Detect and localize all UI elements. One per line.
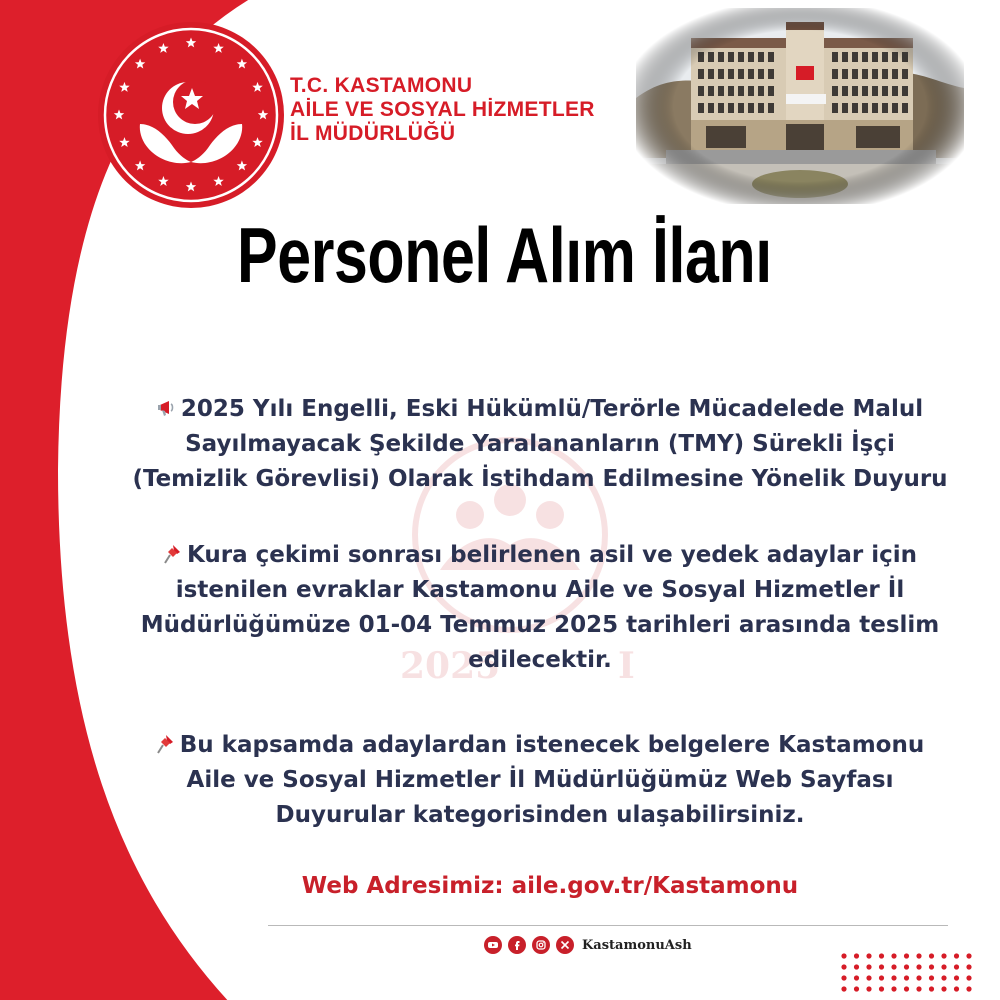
- ministry-logo: [96, 20, 286, 210]
- pushpin-icon: [163, 543, 185, 565]
- decorative-dot: [841, 986, 846, 991]
- decorative-dot: [879, 964, 884, 969]
- decorative-dot: [879, 953, 884, 958]
- watermark-year: 2025: [400, 645, 501, 687]
- decorative-dot: [916, 975, 921, 980]
- decorative-dot: [891, 953, 896, 958]
- decorative-dot: [879, 975, 884, 980]
- org-line-1: T.C. KASTAMONU: [290, 74, 473, 97]
- megaphone-icon: [157, 397, 179, 419]
- org-line-2: AİLE VE SOSYAL HİZMETLER: [290, 98, 595, 121]
- decorative-dot: [854, 953, 859, 958]
- decorative-dot: [929, 964, 934, 969]
- decorative-dot: [904, 964, 909, 969]
- decorative-dot: [841, 964, 846, 969]
- decorative-dot: [904, 986, 909, 991]
- decorative-dot: [854, 975, 859, 980]
- decorative-dot: [854, 986, 859, 991]
- decorative-dot: [916, 964, 921, 969]
- para3-line-3: Duyurular kategorisinden ulaşabilirsiniz.: [275, 802, 805, 828]
- decorative-dot: [841, 975, 846, 980]
- decorative-dot: [891, 975, 896, 980]
- decorative-dot: [866, 953, 871, 958]
- decorative-dot: [866, 964, 871, 969]
- divider: [268, 925, 948, 926]
- decorative-dot: [854, 964, 859, 969]
- social-links: [484, 934, 692, 956]
- para2-line-4: edilecektir.: [468, 647, 612, 673]
- decorative-dot: [916, 986, 921, 991]
- organization-name: [290, 74, 595, 146]
- decorative-dot: [966, 953, 971, 958]
- decorative-dot: [929, 953, 934, 958]
- decorative-dot: [954, 953, 959, 958]
- decorative-dot: [891, 964, 896, 969]
- decorative-dot: [966, 986, 971, 991]
- decorative-dot: [954, 964, 959, 969]
- org-line-3: İL MÜDÜRLÜĞÜ: [290, 122, 456, 145]
- announcement-title: [100, 392, 980, 497]
- decorative-dots: [838, 950, 978, 996]
- pushpin-icon: [156, 733, 178, 755]
- decorative-dot: [954, 975, 959, 980]
- decorative-dot: [929, 975, 934, 980]
- decorative-dot: [929, 986, 934, 991]
- document-submission-notice: [100, 538, 980, 678]
- para2-line-1: Kura çekimi sonrası belirlenen asil ve yedek adaylar için: [186, 542, 918, 568]
- decorative-dot: [841, 953, 846, 958]
- facebook-icon[interactable]: [508, 936, 526, 954]
- decorative-dot: [966, 964, 971, 969]
- para1-line-1: 2025 Yılı Engelli, Eski Hükümlü/Terörle Mücadelede Malul: [180, 396, 924, 422]
- decorative-dot: [941, 964, 946, 969]
- para1-line-2: Sayılmayacak Şekilde Yaralananların (TMY) Sürekli İşçi: [185, 431, 895, 457]
- para2-line-3: Müdürlüğümüze 01-04 Temmuz 2025 tarihleri arasında teslim: [140, 612, 940, 638]
- social-handle[interactable]: KastamonuAsh: [582, 937, 692, 953]
- decorative-dot: [966, 975, 971, 980]
- youtube-icon[interactable]: [484, 936, 502, 954]
- decorative-dot: [916, 953, 921, 958]
- decorative-dot: [904, 975, 909, 980]
- decorative-dot: [941, 986, 946, 991]
- decorative-dot: [866, 986, 871, 991]
- decorative-dot: [879, 986, 884, 991]
- documents-info-notice: [100, 728, 980, 833]
- para1-line-3: (Temizlik Görevlisi) Olarak İstihdam Edilmesine Yönelik Duyuru: [132, 466, 948, 492]
- instagram-icon[interactable]: [532, 936, 550, 954]
- decorative-dot: [954, 986, 959, 991]
- para3-line-2: Aile ve Sosyal Hizmetler İl Müdürlüğümüz Web Sayfası: [186, 767, 894, 793]
- building-photo: [636, 8, 964, 204]
- decorative-dot: [866, 975, 871, 980]
- para2-line-2: istenilen evraklar Kastamonu Aile ve Sosyal Hizmetler İl: [175, 577, 905, 603]
- decorative-dot: [891, 986, 896, 991]
- decorative-dot: [904, 953, 909, 958]
- x-icon[interactable]: [556, 936, 574, 954]
- para3-line-1: Bu kapsamda adaylardan istenecek belgelere Kastamonu: [179, 732, 925, 758]
- watermark-letter: I: [618, 645, 635, 687]
- decorative-dot: [941, 975, 946, 980]
- decorative-dot: [941, 953, 946, 958]
- page-title: Personel Alım İlanı: [237, 211, 772, 299]
- web-address[interactable]: Web Adresimiz: aile.gov.tr/Kastamonu: [301, 873, 799, 899]
